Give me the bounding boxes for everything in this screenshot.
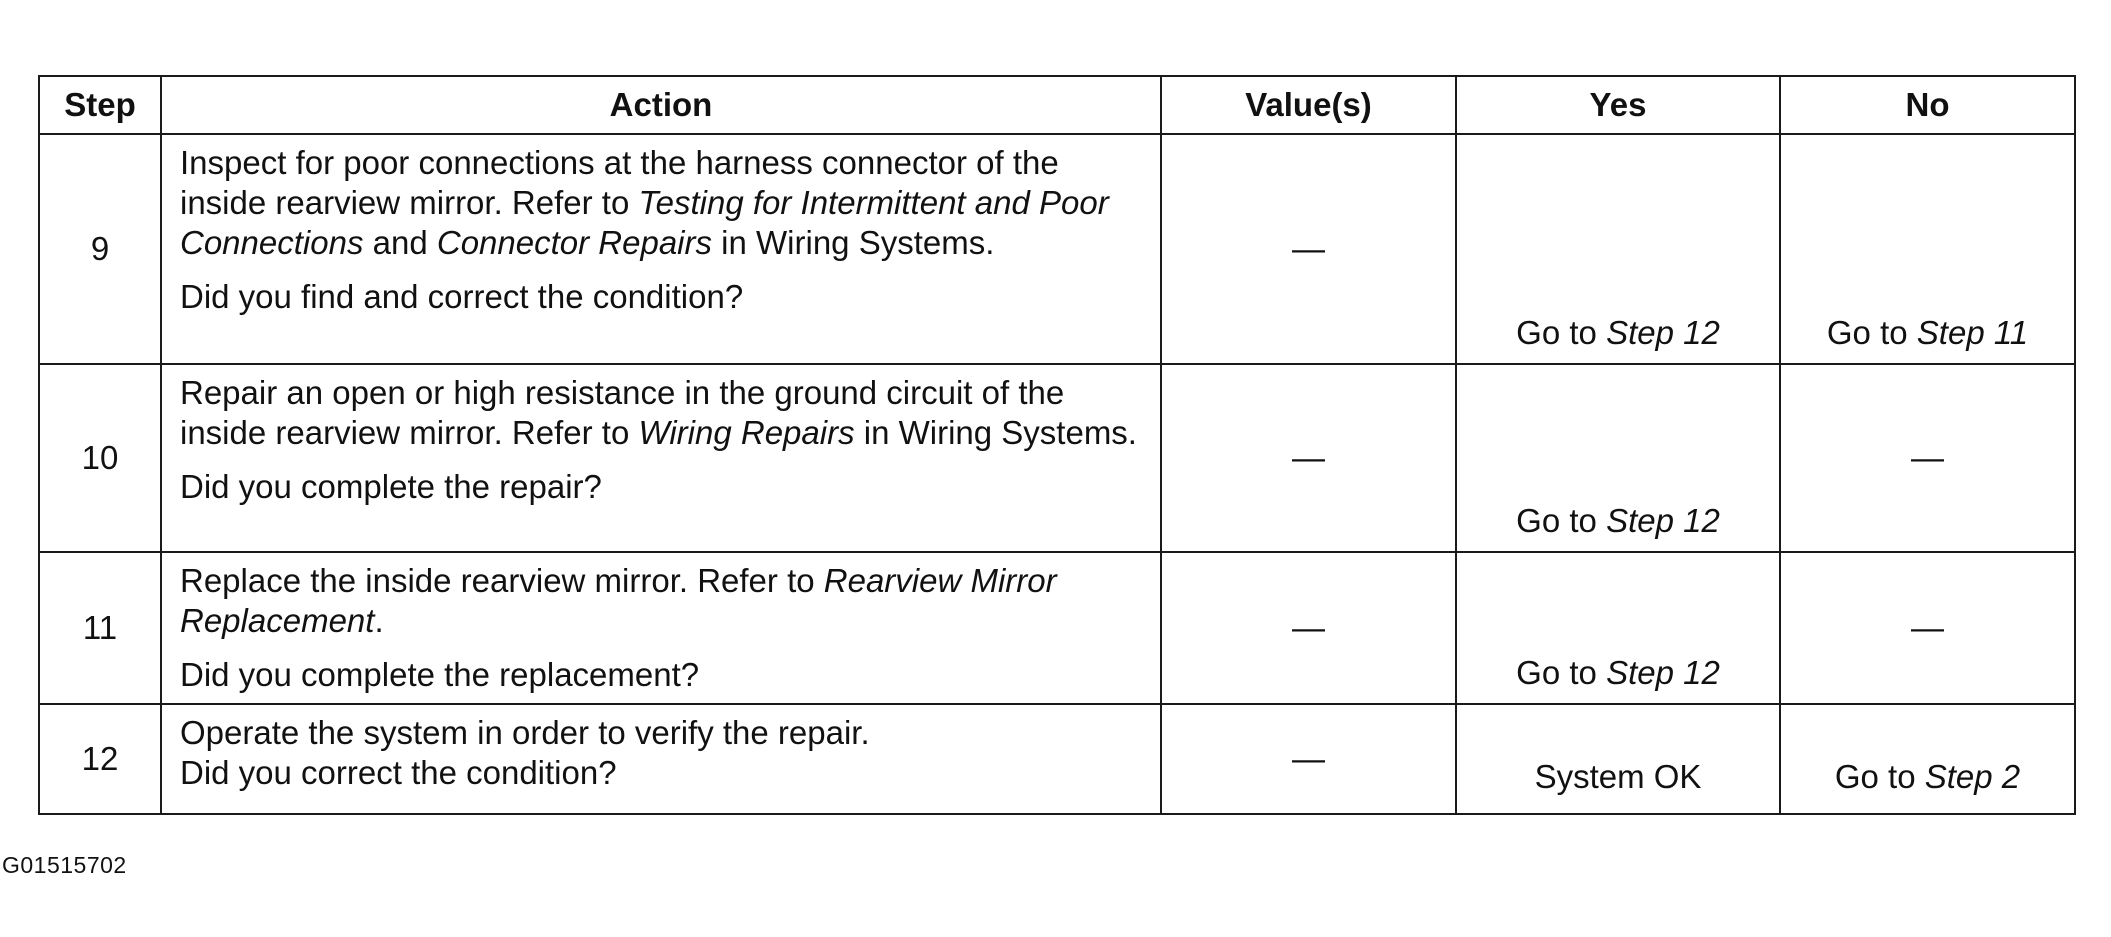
reference-link: Testing for Intermittent and Poor Connections [180, 184, 1109, 261]
no-text: Go to [1826, 314, 1917, 351]
yes-cell [1456, 552, 1780, 704]
no-step-link: Step 2 [1924, 758, 2021, 795]
no-step-link: Step 11 [1916, 314, 2029, 351]
no-text: Go to [1834, 758, 1925, 795]
action-instruction: Operate the system in order to verify the repair. [180, 714, 870, 751]
step-number: 12 [39, 704, 161, 814]
action-text: and [363, 224, 437, 261]
header-values: Value(s) [1161, 76, 1456, 134]
action-question: Did you complete the repair? [180, 468, 602, 505]
value-cell: — [1161, 364, 1456, 552]
action-question: Did you correct the condition? [180, 754, 617, 791]
step-number: 9 [39, 134, 161, 364]
no-cell: — [1780, 552, 2075, 704]
no-cell [1780, 704, 2075, 814]
yes-text: Go to [1516, 314, 1607, 351]
action-instruction [180, 373, 1150, 453]
value-cell: — [1161, 134, 1456, 364]
action-instruction [180, 143, 1150, 263]
no-cell [1780, 134, 2075, 364]
yes-step-link: Step 12 [1606, 502, 1720, 539]
action-text: Inspect for poor connections at the harness connector of the inside rearview mirror. Refer to [180, 144, 1059, 221]
action-cell [161, 134, 1161, 364]
action-instruction [180, 561, 1150, 641]
action-cell [161, 364, 1161, 552]
value-cell: — [1161, 552, 1456, 704]
table-row-step-12 [39, 704, 2075, 814]
value-cell: — [1161, 704, 1456, 814]
action-cell [161, 704, 1161, 814]
header-action: Action [161, 76, 1161, 134]
yes-step-link: Step 12 [1606, 314, 1720, 351]
header-yes: Yes [1456, 76, 1780, 134]
action-text: . [374, 602, 384, 639]
table-row-step-9 [39, 134, 2075, 364]
action-text: Replace the inside rearview mirror. Refer to [180, 562, 824, 599]
table-row-step-10 [39, 364, 2075, 552]
action-question: Did you complete the replacement? [180, 656, 700, 693]
reference-link: Wiring Repairs [638, 414, 855, 451]
no-cell: — [1780, 364, 2075, 552]
action-text: Repair an open or high resistance in the ground circuit of the inside rearview mirror. Refer to [180, 374, 1065, 451]
reference-link: Connector Repairs [436, 224, 712, 261]
action-cell [161, 552, 1161, 704]
step-number: 10 [39, 364, 161, 552]
yes-cell [1456, 134, 1780, 364]
yes-cell: System OK [1456, 704, 1780, 814]
action-text: in Wiring Systems. [854, 414, 1137, 451]
step-number: 11 [39, 552, 161, 704]
header-no: No [1780, 76, 2075, 134]
figure-id: G01515702 [2, 852, 127, 878]
yes-text: Go to [1516, 502, 1607, 539]
diagnostic-table [38, 75, 2076, 815]
yes-step-link: Step 12 [1606, 654, 1720, 691]
header-step: Step [39, 76, 161, 134]
table-row-step-11 [39, 552, 2075, 704]
yes-text: Go to [1516, 654, 1607, 691]
action-question: Did you find and correct the condition? [180, 278, 744, 315]
action-text: in Wiring Systems. [712, 224, 995, 261]
yes-cell [1456, 364, 1780, 552]
header-row [39, 76, 2075, 134]
reference-link: Rearview Mirror Replacement [180, 562, 1057, 639]
